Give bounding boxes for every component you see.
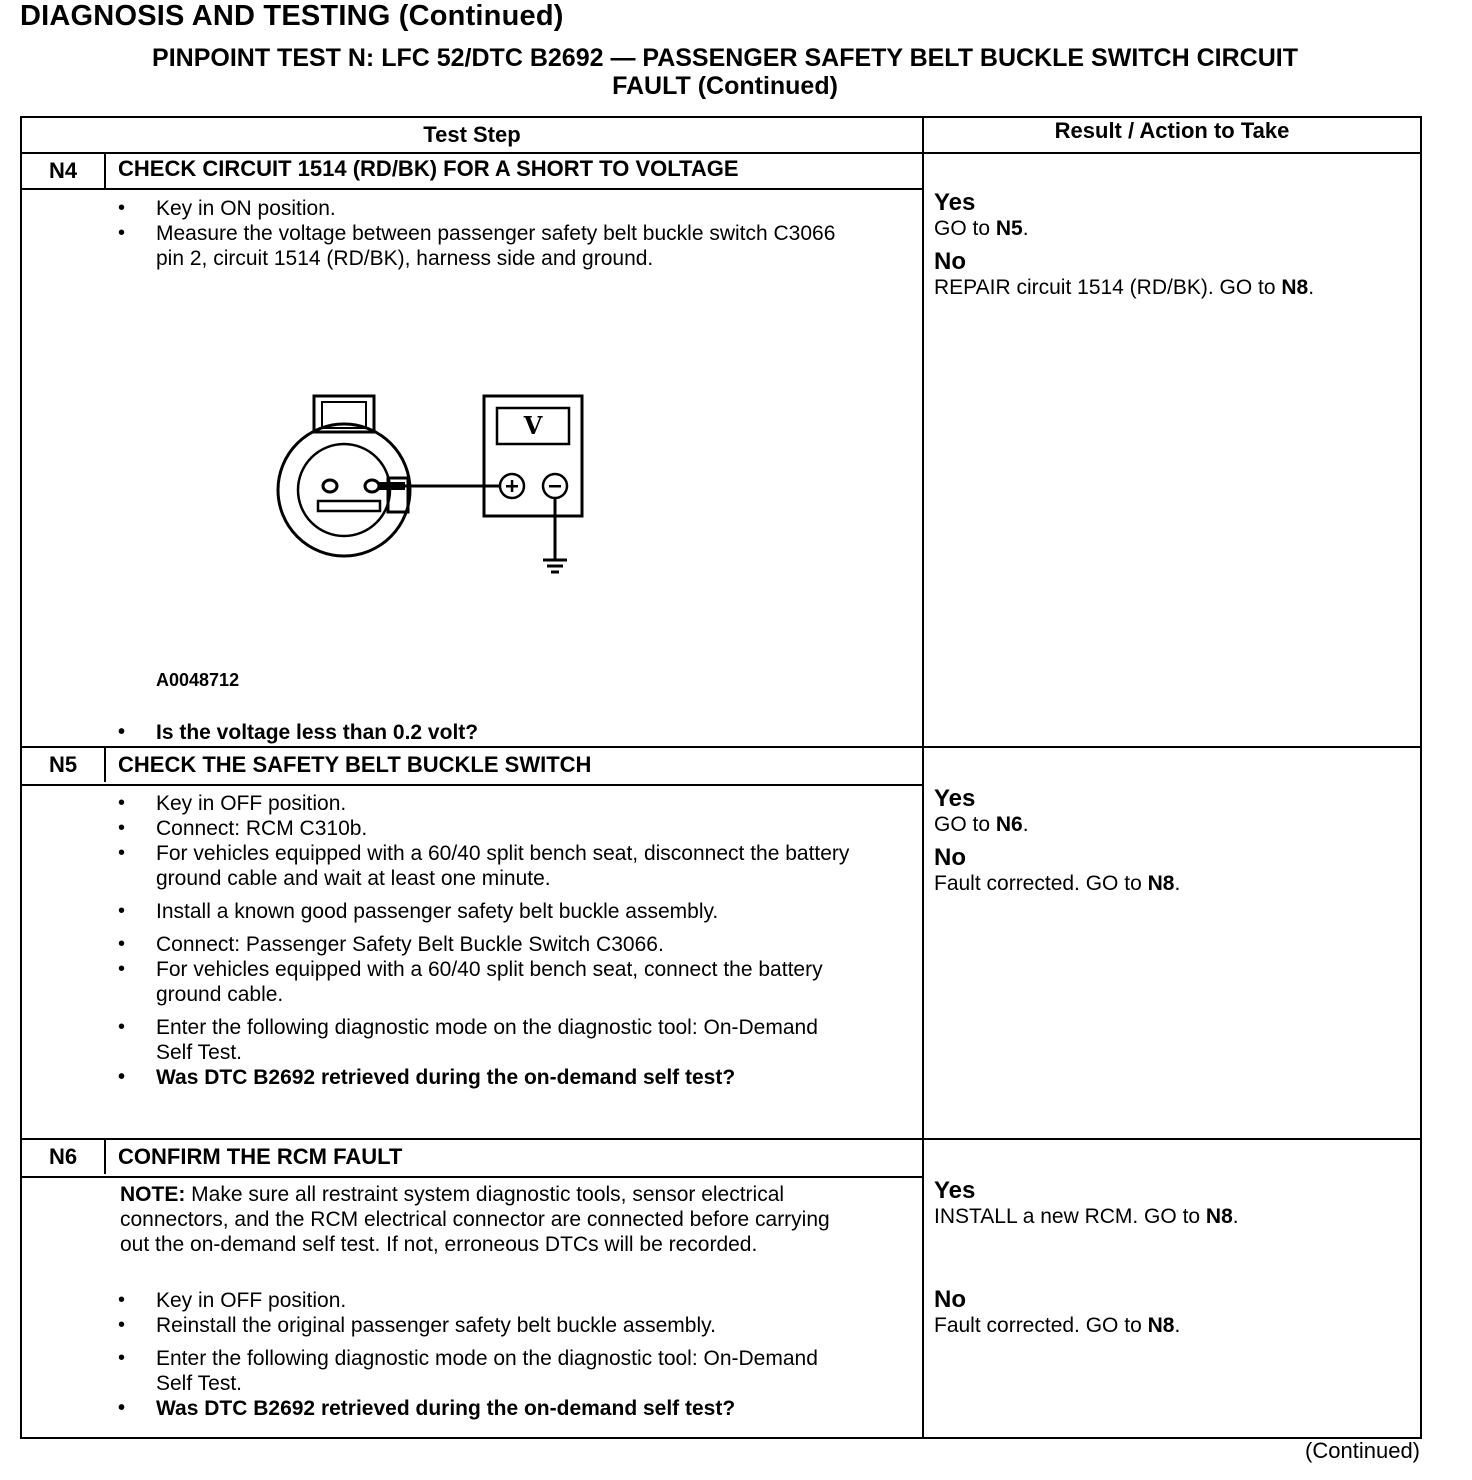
list-item: • Enter the following diagnostic mode on the diagnostic tool: On-Demand Self Test. xyxy=(114,1015,836,1065)
list-item: • Connect: Passenger Safety Belt Buckle Switch C3066. xyxy=(114,932,904,957)
note-n6: NOTE: Make sure all restraint system diagnostic tools, sensor electrical connectors, and the RCM electrical connector are connected before carrying out the on-demand self test. If not, erroneous DTCs will be recorded. xyxy=(120,1183,830,1256)
probe-tip xyxy=(379,482,405,490)
list-item: • Was DTC B2692 retrieved during the on-demand self test? xyxy=(114,1396,904,1421)
step-id-n5: N5 xyxy=(22,748,106,782)
step-list-n6 xyxy=(114,1288,904,1421)
no-action: Fault corrected. GO to N8. xyxy=(934,1314,1181,1337)
test-title-line1: PINPOINT TEST N: LFC 52/DTC B2692 — PASSENGER SAFETY BELT BUCKLE SWITCH CIRCUIT xyxy=(152,44,1298,72)
yes-label: Yes xyxy=(934,785,976,812)
yes-action: INSTALL a new RCM. GO to N8. xyxy=(934,1205,1239,1228)
diagnostic-table xyxy=(20,116,1422,1439)
header-result: Result / Action to Take xyxy=(1054,118,1290,143)
no-label: No xyxy=(934,248,966,275)
yes-label: Yes xyxy=(934,189,976,216)
yes-action: GO to N6. xyxy=(934,813,1029,836)
yes-action: GO to N5. xyxy=(934,217,1029,240)
step-title-n5: CHECK THE SAFETY BELT BUCKLE SWITCH xyxy=(118,752,592,777)
list-item: • Was DTC B2692 retrieved during the on-demand self test? xyxy=(114,1065,904,1090)
result-n4 xyxy=(934,190,1314,300)
list-item: • Key in ON position. xyxy=(114,196,904,221)
result-n6 xyxy=(934,1178,1239,1338)
row-divider xyxy=(22,784,922,786)
no-label: No xyxy=(934,1286,966,1313)
row-divider xyxy=(22,188,922,190)
no-label: No xyxy=(934,844,966,871)
yes-label: Yes xyxy=(934,1177,976,1204)
continued-label: (Continued) xyxy=(1305,1438,1420,1463)
list-item: • Key in OFF position. xyxy=(114,791,904,816)
step-title-n6: CONFIRM THE RCM FAULT xyxy=(118,1144,403,1169)
row-divider xyxy=(22,1176,922,1178)
column-divider xyxy=(922,118,924,1437)
step-title-n4: CHECK CIRCUIT 1514 (RD/BK) FOR A SHORT TO VOLTAGE xyxy=(118,156,739,181)
pinpoint-test-title xyxy=(60,44,1390,100)
step-list-n5 xyxy=(114,791,904,1090)
header-test-step: Test Step xyxy=(423,122,521,147)
step-id-n6: N6 xyxy=(22,1140,106,1174)
list-item: • Install a known good passenger safety belt buckle assembly. xyxy=(114,899,904,924)
list-item: • Key in OFF position. xyxy=(114,1288,904,1313)
list-item: • Reinstall the original passenger safety belt buckle assembly. xyxy=(114,1313,904,1338)
list-item: • Is the voltage less than 0.2 volt? xyxy=(114,720,904,745)
figure-id: A0048712 xyxy=(156,670,240,690)
pin-2 xyxy=(365,480,379,492)
list-item: • Measure the voltage between passenger safety belt buckle switch C3066 pin 2, circuit 1514 (RD/BK), harness side and ground. xyxy=(114,221,836,271)
step-question-n4 xyxy=(114,720,904,745)
voltmeter-diagram xyxy=(262,388,602,588)
test-title-line2: FAULT (Continued) xyxy=(612,72,838,100)
list-item: • Connect: RCM C310b. xyxy=(114,816,904,841)
step-id-n4: N4 xyxy=(22,154,106,188)
page-title: DIAGNOSIS AND TESTING (Continued) xyxy=(20,0,564,32)
meter-label: V xyxy=(523,411,543,440)
list-item: • For vehicles equipped with a 60/40 split bench seat, connect the battery ground cable. xyxy=(114,957,876,1007)
no-action: Fault corrected. GO to N8. xyxy=(934,872,1181,895)
result-n5 xyxy=(934,786,1180,896)
pin-1 xyxy=(323,480,337,492)
no-action: REPAIR circuit 1514 (RD/BK). GO to N8. xyxy=(934,276,1315,299)
list-item: • For vehicles equipped with a 60/40 split bench seat, disconnect the battery ground cable and wait at least one minute. xyxy=(114,841,896,891)
list-item: • Enter the following diagnostic mode on the diagnostic tool: On-Demand Self Test. xyxy=(114,1346,836,1396)
step-list-n4 xyxy=(114,196,904,271)
